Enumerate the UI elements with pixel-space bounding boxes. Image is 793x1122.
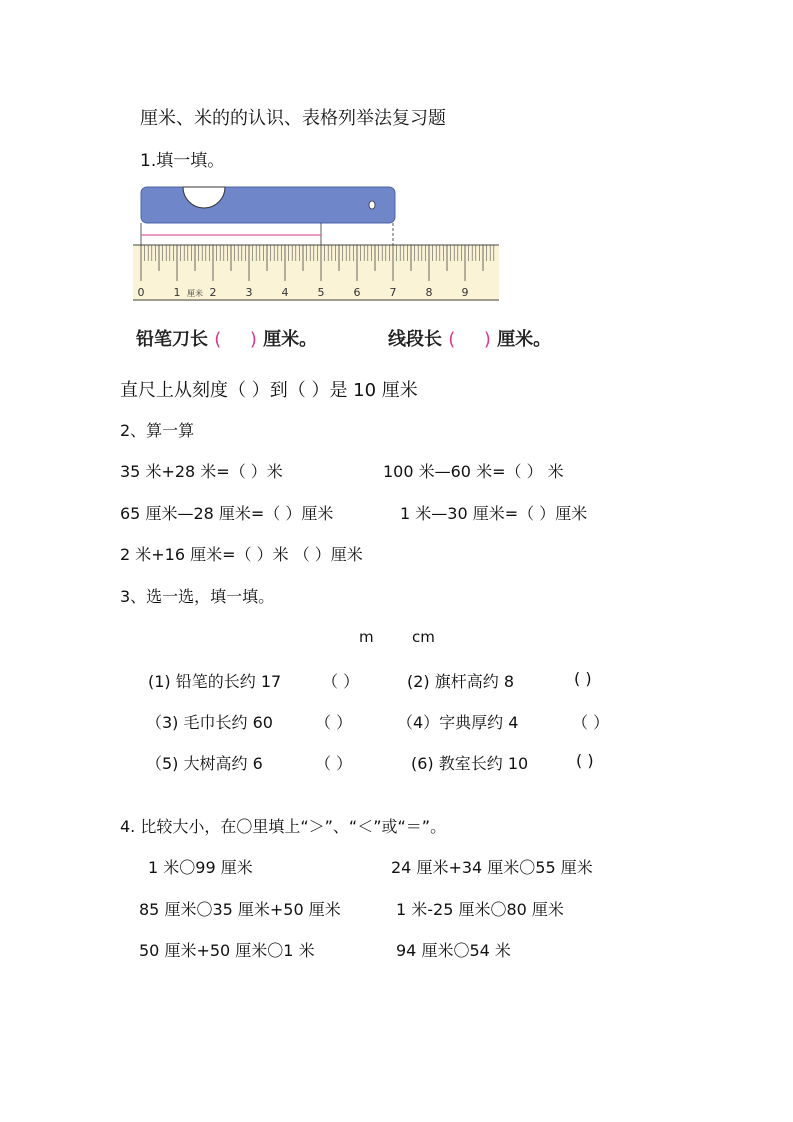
choice-blank-4[interactable]: （ ） bbox=[572, 713, 610, 732]
option-cm: cm bbox=[412, 628, 435, 646]
question-knife-length bbox=[136, 325, 317, 351]
compare-item-5: 50 厘米+50 厘米〇1 米 bbox=[139, 941, 315, 960]
line-suffix: 厘米。 bbox=[497, 329, 552, 350]
choice-item-4: （4）字典厚约 4 bbox=[397, 713, 519, 732]
choice-blank-1[interactable]: （ ） bbox=[322, 672, 360, 691]
open-paren: ( bbox=[214, 329, 222, 350]
compare-item-1: 1 米〇99 厘米 bbox=[148, 858, 253, 877]
section3-heading: 3、选一选，填一填。 bbox=[120, 587, 275, 606]
svg-text:1: 1 bbox=[173, 286, 181, 299]
open-paren: ( bbox=[448, 329, 456, 350]
svg-text:厘米: 厘米 bbox=[187, 289, 203, 298]
section1-heading: 1.填一填。 bbox=[140, 151, 225, 171]
section2-heading: 2、算一算 bbox=[120, 421, 195, 440]
question-ruler-range: 直尺上从刻度（ ）到（ ）是 10 厘米 bbox=[120, 380, 418, 401]
close-paren: ) bbox=[249, 329, 257, 350]
calc-item-1: 35 米+28 米=（ ）米 bbox=[120, 462, 283, 481]
choice-blank-5[interactable]: （ ） bbox=[315, 754, 353, 773]
calc-item-5: 2 米+16 厘米=（ ）米 （ ）厘米 bbox=[120, 545, 363, 564]
close-paren: ) bbox=[483, 329, 491, 350]
choice-item-6: (6) 教室长约 10 bbox=[411, 754, 529, 773]
svg-text:5: 5 bbox=[317, 286, 325, 299]
choice-blank-3[interactable]: （ ） bbox=[315, 713, 353, 732]
calc-item-3: 65 厘米—28 厘米=（ ）厘米 bbox=[120, 504, 334, 523]
svg-text:3: 3 bbox=[245, 286, 253, 299]
choice-blank-2[interactable]: ( ) bbox=[574, 669, 592, 688]
calc-item-2: 100 米—60 米=（ ） 米 bbox=[383, 462, 564, 481]
choice-blank-6[interactable]: ( ) bbox=[576, 751, 594, 770]
choice-item-5: （5) 大树高约 6 bbox=[146, 754, 263, 773]
choice-item-2: (2) 旗杆高约 8 bbox=[407, 672, 515, 691]
ruler-figure bbox=[133, 183, 503, 303]
section4-heading: 4. 比较大小，在〇里填上“＞”、“＜”或“＝”。 bbox=[120, 817, 447, 836]
svg-text:4: 4 bbox=[281, 286, 289, 299]
svg-text:9: 9 bbox=[461, 286, 469, 299]
compare-item-4: 1 米-25 厘米〇80 厘米 bbox=[396, 900, 564, 919]
svg-text:8: 8 bbox=[425, 286, 433, 299]
ruler-illustration-icon bbox=[133, 183, 503, 303]
compare-item-6: 94 厘米〇54 米 bbox=[396, 941, 511, 960]
choice-item-3: （3) 毛巾长约 60 bbox=[146, 713, 273, 732]
compare-item-3: 85 厘米〇35 厘米+50 厘米 bbox=[139, 900, 341, 919]
choice-item-1: (1) 铅笔的长约 17 bbox=[148, 672, 282, 691]
knife-prefix: 铅笔刀长 bbox=[136, 329, 208, 350]
svg-text:0: 0 bbox=[137, 286, 145, 299]
question-line-length bbox=[388, 325, 551, 351]
calc-item-4: 1 米—30 厘米=（ ）厘米 bbox=[400, 504, 588, 523]
page-title: 厘米、米的的认识、表格列举法复习题 bbox=[140, 108, 446, 129]
svg-text:6: 6 bbox=[353, 286, 361, 299]
svg-text:7: 7 bbox=[389, 286, 397, 299]
compare-item-2: 24 厘米+34 厘米〇55 厘米 bbox=[391, 858, 593, 877]
knife-suffix: 厘米。 bbox=[263, 329, 318, 350]
line-prefix: 线段长 bbox=[388, 329, 442, 350]
svg-text:2: 2 bbox=[209, 286, 217, 299]
option-m: m bbox=[359, 628, 374, 646]
